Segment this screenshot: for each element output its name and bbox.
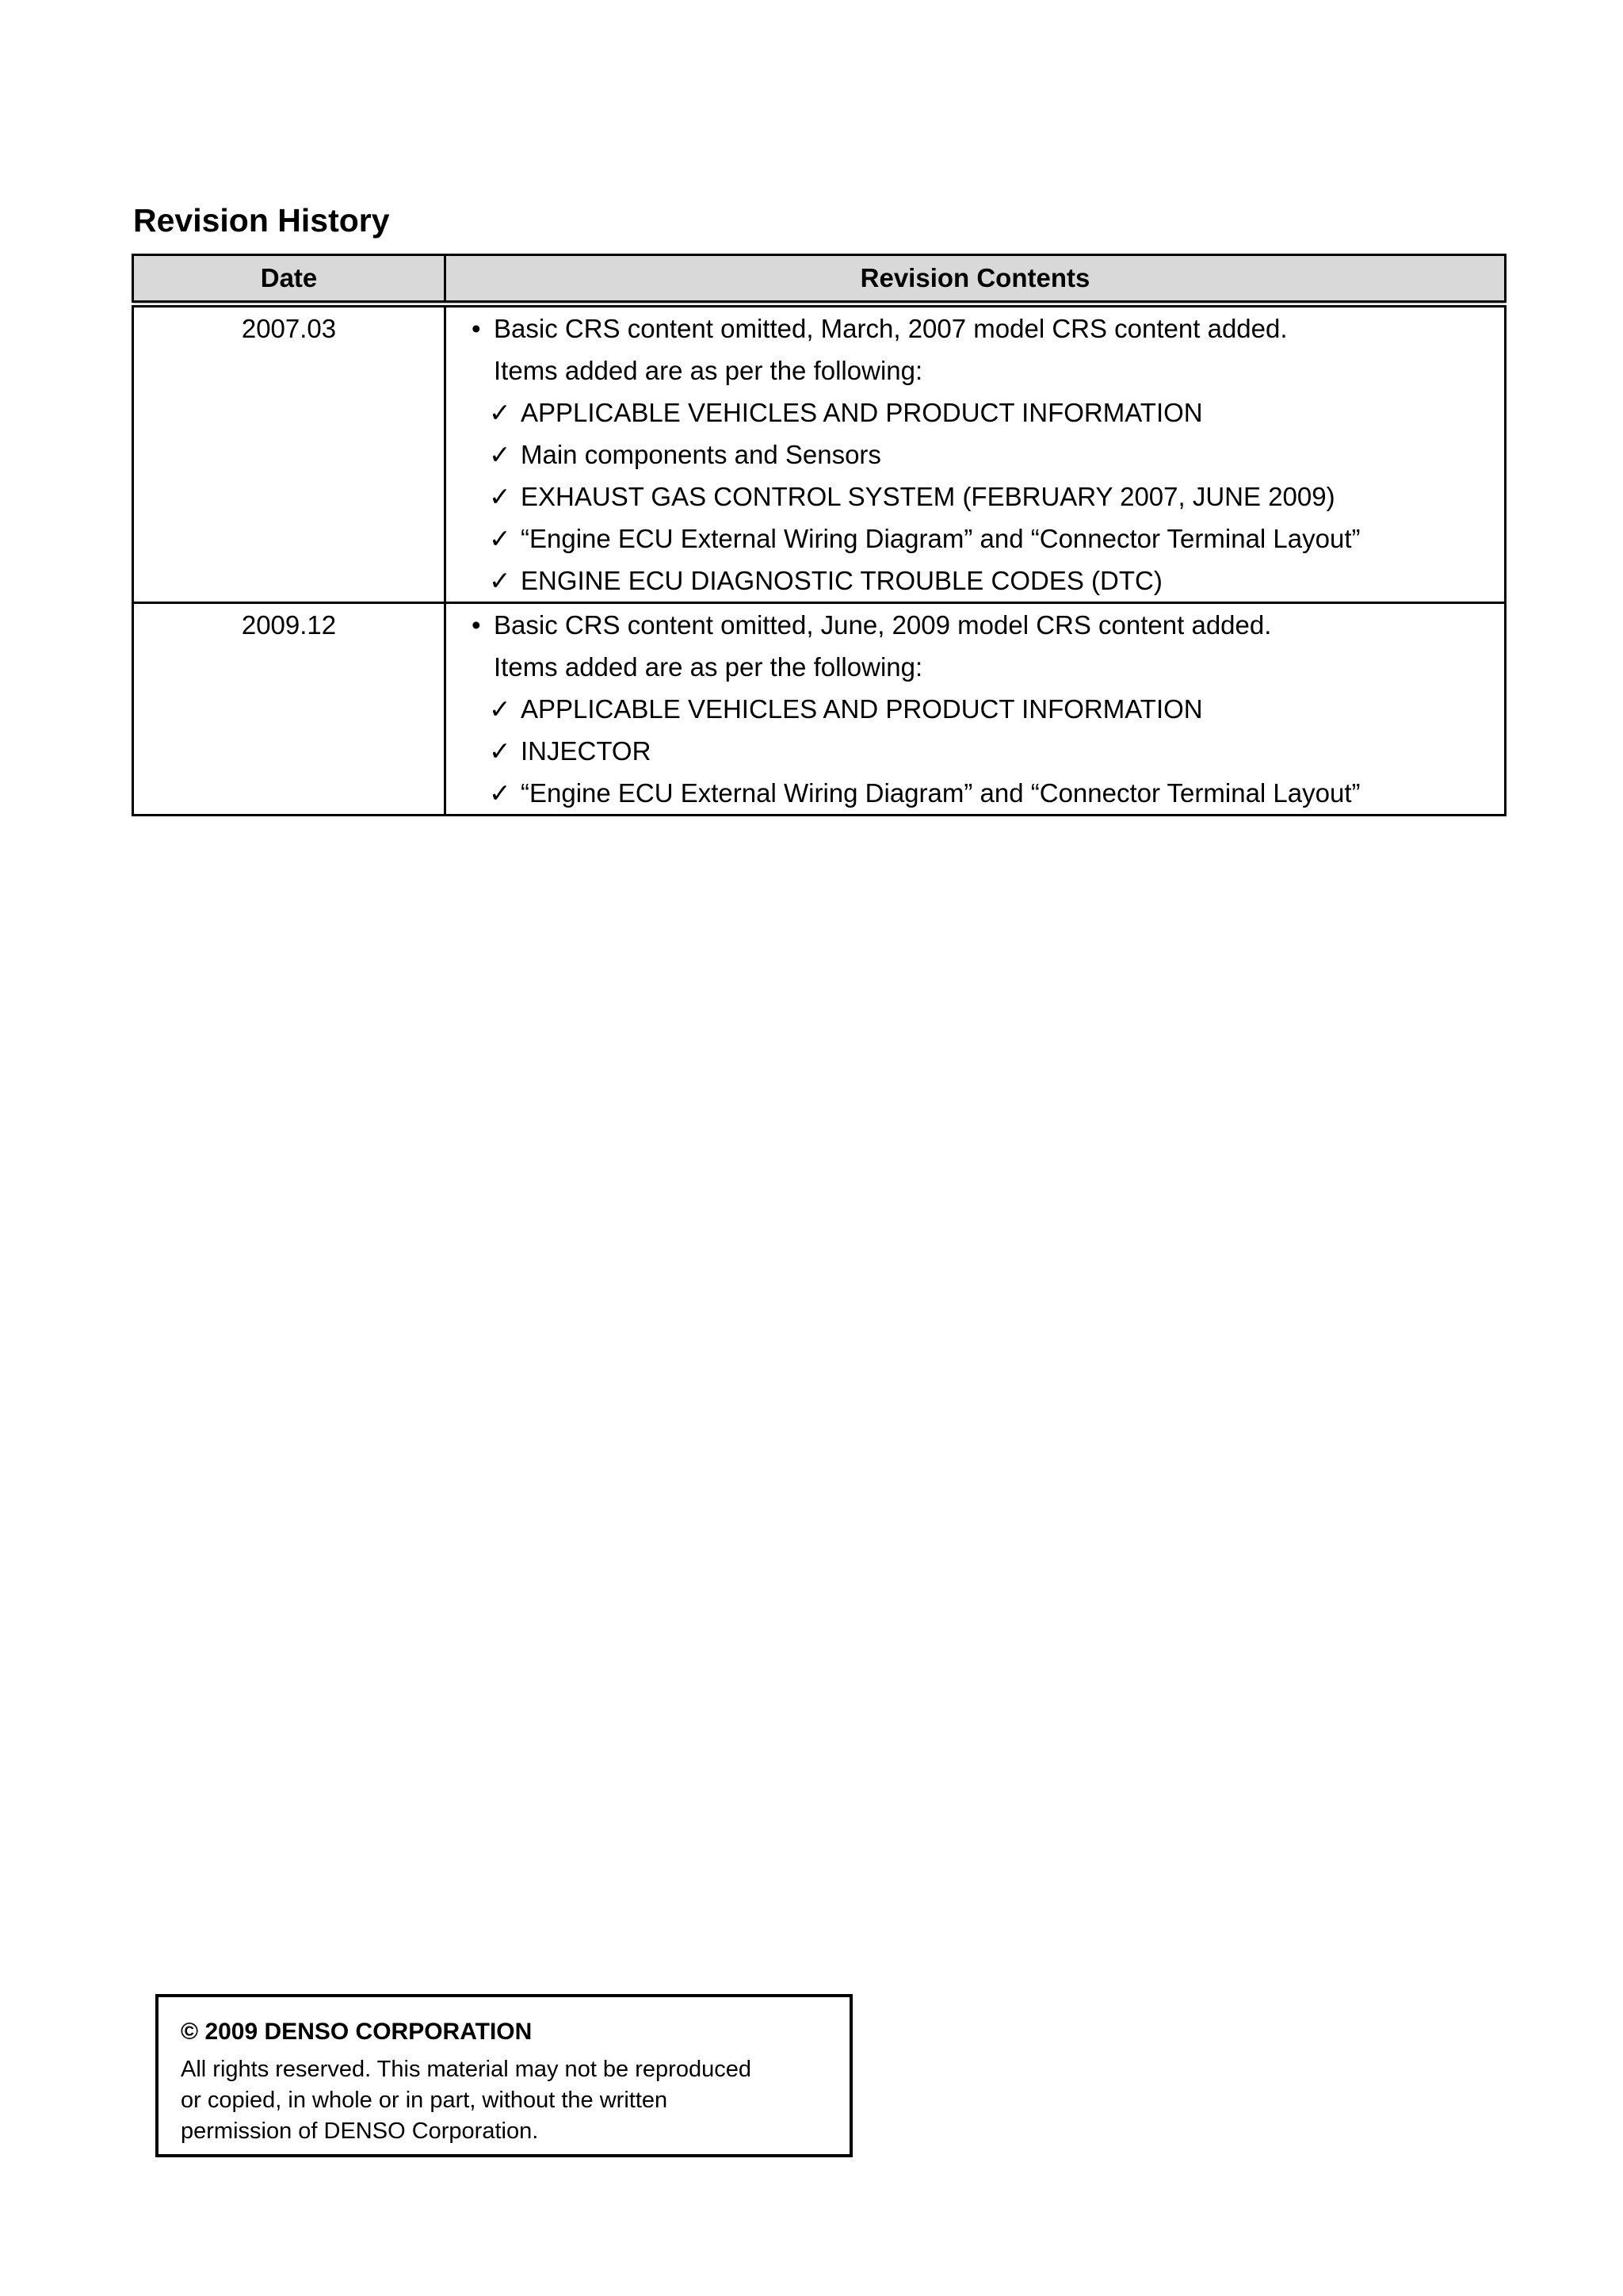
bullet-icon: •	[472, 610, 481, 640]
list-item	[446, 518, 1504, 560]
checkmark-icon: ✓	[489, 398, 511, 427]
copyright-body	[181, 2054, 827, 2147]
copyright-title: © 2009 DENSO CORPORATION	[181, 2019, 533, 2045]
revision-date: 2007.03	[133, 304, 445, 603]
revision-summary	[446, 308, 1504, 350]
checkmark-icon: ✓	[489, 482, 511, 511]
date-column-header: Date	[133, 255, 445, 304]
list-item-text: ENGINE ECU DIAGNOSTIC TROUBLE CODES (DTC)	[521, 566, 1163, 595]
revision-summary-text: Basic CRS content omitted, June, 2009 model CRS content added.	[494, 610, 1272, 640]
page-title: Revision History	[133, 202, 390, 239]
list-item-text: Main components and Sensors	[521, 440, 881, 469]
revision-date: 2009.12	[133, 603, 445, 816]
list-item-text: “Engine ECU External Wiring Diagram” and “Connector Terminal Layout”	[521, 778, 1361, 808]
revision-contents	[445, 603, 1506, 816]
table-row	[133, 304, 1506, 603]
table-header-row	[133, 255, 1506, 304]
list-item-text: EXHAUST GAS CONTROL SYSTEM (FEBRUARY 2007, JUNE 2009)	[521, 482, 1335, 511]
revision-summary	[446, 604, 1504, 646]
checkmark-icon: ✓	[489, 778, 511, 808]
list-item-text: APPLICABLE VEHICLES AND PRODUCT INFORMATION	[521, 694, 1203, 724]
copyright-line: or copied, in whole or in part, without the written	[181, 2088, 668, 2113]
checkmark-icon: ✓	[489, 736, 511, 766]
copyright-line: permission of DENSO Corporation.	[181, 2118, 539, 2144]
copyright-line: All rights reserved. This material may not be reproduced	[181, 2057, 751, 2082]
revision-contents-column-header: Revision Contents	[445, 255, 1506, 304]
list-item	[446, 560, 1504, 602]
revision-intro: Items added are as per the following:	[494, 356, 923, 385]
list-item	[446, 772, 1504, 814]
revision-history-table	[132, 254, 1507, 816]
list-item	[446, 688, 1504, 730]
checkmark-icon: ✓	[489, 694, 511, 724]
revision-intro: Items added are as per the following:	[494, 652, 923, 682]
revision-summary-text: Basic CRS content omitted, March, 2007 model CRS content added.	[494, 314, 1288, 343]
table-row	[133, 603, 1506, 816]
list-item-text: APPLICABLE VEHICLES AND PRODUCT INFORMATION	[521, 398, 1203, 427]
bullet-icon: •	[472, 314, 481, 343]
list-item	[446, 392, 1504, 434]
revision-contents	[445, 304, 1506, 603]
list-item-text: INJECTOR	[521, 736, 651, 766]
list-item	[446, 476, 1504, 518]
list-item	[446, 434, 1504, 476]
copyright-notice	[155, 1994, 853, 2157]
checkmark-icon: ✓	[489, 524, 511, 553]
checkmark-icon: ✓	[489, 566, 511, 595]
list-item-text: “Engine ECU External Wiring Diagram” and “Connector Terminal Layout”	[521, 524, 1361, 553]
list-item	[446, 730, 1504, 772]
checkmark-icon: ✓	[489, 440, 511, 469]
